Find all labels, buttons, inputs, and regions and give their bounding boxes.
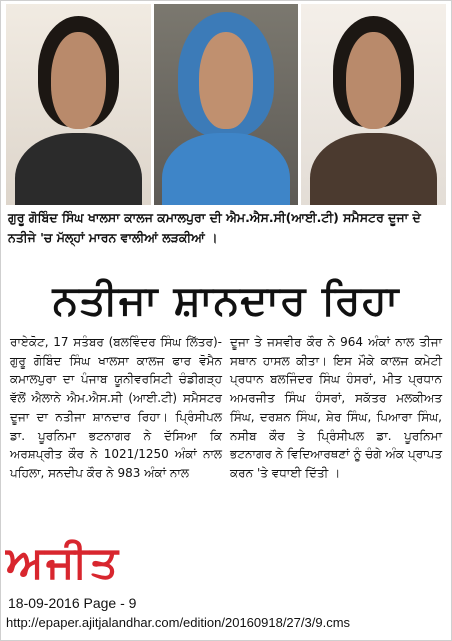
article-column-2: ਦੂਜਾ ਤੇ ਜਸਵੀਰ ਕੌਰ ਨੇ 964 ਅੰਕਾਂ ਨਾਲ ਤੀਜਾ ਸਥਾਨ ਹਾਸਲ ਕੀਤਾ। ਇਸ ਮੌਕੇ ਕਾਲਜ ਕਮੇਟੀ ਪ੍ਰਧਾਨ ਬਲਜਿੰਦਰ ਸਿੰਘ ਹੰਸਰਾਂ, ਮੀਤ ਪ੍ਰਧਾਨ ਅਮਰਜੀਤ ਸਿੰਘ ਹੰਸਰਾਂ, ਸਕੱਤਰ ਮਲਕੀਅਤ ਸਿੰਘ, ਦਰਸ਼ਨ ਸਿੰਘ, ਸ਼ੇਰ ਸਿੰਘ, ਪਿਆਰਾ ਸਿੰਘ, ਨਸੀਬ ਕੌਰ ਤੇ ਪ੍ਰਿੰਸੀਪਲ ਡਾ. ਪੂਰਨਿਮਾ ਭਟਨਾਗਰ ਨੇ ਵਿਦਿਆਰਥਣਾਂ ਨੂੰ ਚੰਗੇ ਅੰਕ ਪ੍ਰਾਪਤ ਕਰਨ 'ਤੇ ਵਧਾਈ ਦਿੱਤੀ । [230, 335, 442, 480]
article-column-1: ਰਾਏਕੋਟ, 17 ਸਤੰਬਰ (ਬਲਵਿੰਦਰ ਸਿੰਘ ਲਿੱਤਰ)-ਗੁਰੂ ਗੋਬਿੰਦ ਸਿੰਘ ਖਾਲਸਾ ਕਾਲਜ ਫਾਰ ਵੋਮੈਨ ਕਮਾਲਪੁਰਾ ਦਾ ਪੰਜਾਬ ਯੂਨੀਵਰਸਿਟੀ ਚੰਡੀਗੜ੍ਹ ਵੱਲੋਂ ਐਲਾਨੇ ਐਮ.ਐਸ.ਸੀ (ਆਈ.ਟੀ) ਸਮੈਸਟਰ ਦੂਜਾ ਦਾ ਨਤੀਜਾ ਸ਼ਾਨਦਾਰ ਰਿਹਾ। ਪ੍ਰਿੰਸੀਪਲ ਡਾ. ਪੂਰਨਿਮਾ ਭਟਨਾਗਰ ਨੇ ਦੱਸਿਆ ਕਿ ਅਰਸ਼ਪ੍ਰੀਤ ਕੌਰ ਨੇ 1021/1250 ਅੰਕਾਂ ਨਾਲ ਪਹਿਲਾ, ਸਨਦੀਪ ਕੌਰ ਨੇ 983 ਅੰਕਾਂ ਨਾਲ [10, 335, 222, 480]
source-url[interactable]: http://epaper.ajitjalandhar.com/edition/20160918/27/3/9.cms [6, 615, 351, 630]
photo-face [199, 32, 254, 128]
article-body [10, 333, 442, 483]
newspaper-logo: ਅਜੀਤ [6, 537, 120, 588]
photo-strip [6, 4, 446, 205]
student-photo-1 [6, 4, 151, 205]
student-photo-3 [301, 4, 446, 205]
photo-face [346, 32, 401, 128]
edition-date-page: 18-09-2016 Page - 9 [8, 595, 137, 611]
student-photo-2 [154, 4, 299, 205]
photo-body [310, 133, 437, 205]
photo-face [51, 32, 106, 128]
photo-body [162, 133, 289, 205]
photo-caption: ਗੁਰੂ ਗੋਬਿੰਦ ਸਿੰਘ ਖਾਲਸਾ ਕਾਲਜ ਕਮਾਲਪੁਰਾ ਦੀ ਐਮ.ਐਸ.ਸੀ(ਆਈ.ਟੀ) ਸਮੈਸਟਰ ਦੂਜਾ ਦੇ ਨਤੀਜੇ 'ਚ ਮੱਲ੍ਹਾਂ ਮਾਰਨ ਵਾਲੀਆਂ ਲੜਕੀਆਂ । [8, 210, 421, 245]
article-headline: ਨਤੀਜਾ ਸ਼ਾਨਦਾਰ ਰਿਹਾ [52, 276, 400, 324]
photo-body [15, 133, 142, 205]
